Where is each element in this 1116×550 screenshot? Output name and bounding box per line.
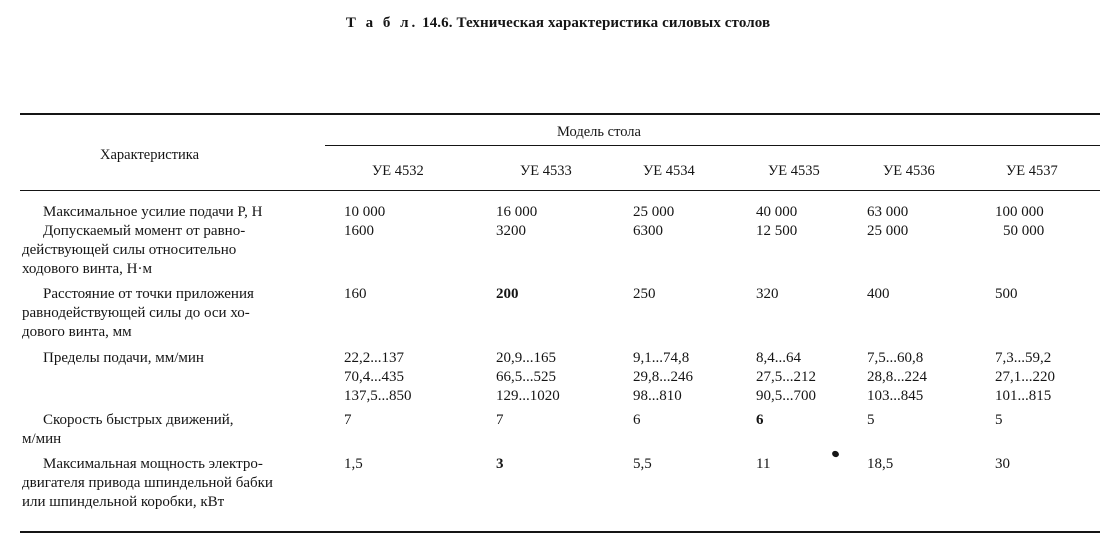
- header-model-4537: УЕ 4537: [1006, 163, 1058, 179]
- cell-max-force-4536: 63 000: [867, 204, 909, 220]
- cell-max-force-4535: 40 000: [756, 204, 798, 220]
- cell-feed-range-4533: 20,9...165 66,5...525 129...1020: [496, 350, 560, 404]
- cell-moment-4533: 3200: [496, 223, 526, 239]
- ink-blot: [831, 450, 840, 458]
- cell-feed-range-4537: 7,3...59,2 27,1...220 101...815: [995, 350, 1055, 404]
- cell-distance-4535: 320: [756, 286, 779, 302]
- header-model-4536: УЕ 4536: [883, 163, 935, 179]
- row-label-allowed-moment: Допускаемый момент от равно- действующей силы относительно ходового винта, Н·м: [22, 223, 246, 277]
- cell-distance-4533: 200: [496, 286, 519, 302]
- cell-rapid-4533: 7: [496, 412, 504, 428]
- cell-moment-4535: 12 500: [756, 223, 798, 239]
- cell-moment-4536: 25 000: [867, 223, 909, 239]
- header-characteristic: Характеристика: [100, 147, 200, 163]
- table-title-prefix: Т а б л.: [345, 15, 419, 31]
- header-group-rule: [325, 145, 1100, 146]
- cell-power-4536: 18,5: [867, 456, 894, 472]
- row-label-feed-range: Пределы подачи, мм/мин: [43, 350, 204, 366]
- cell-rapid-4536: 5: [867, 412, 875, 428]
- cell-max-force-4534: 25 000: [633, 204, 675, 220]
- cell-distance-4536: 400: [867, 286, 890, 302]
- row-label-distance: Расстояние от точки приложения равнодействующей силы до оси хо- дового винта, мм: [22, 286, 254, 340]
- header-model-4533: УЕ 4533: [520, 163, 572, 179]
- cell-rapid-4534: 6: [633, 412, 641, 428]
- row-label-max-feed-force: Максимальное усилие подачи P, Н: [43, 204, 263, 220]
- cell-power-4533: 3: [496, 456, 504, 472]
- cell-moment-4537: 50 000: [1003, 223, 1045, 239]
- header-bottom-rule: [20, 190, 1100, 191]
- row-label-motor-power: Максимальная мощность электро- двигателя привода шпиндельной бабки или шпиндельной коробки, кВт: [22, 456, 273, 510]
- cell-feed-range-4536: 7,5...60,8 28,8...224 103...845: [867, 350, 927, 404]
- cell-max-force-4537: 100 000: [995, 204, 1044, 220]
- cell-power-4535: 11: [756, 456, 771, 472]
- cell-feed-range-4535: 8,4...64 27,5...212 90,5...700: [756, 350, 816, 404]
- table-title-text: 14.6. Техническая характеристика силовых столов: [422, 15, 771, 31]
- cell-feed-range-4534: 9,1...74,8 29,8...246 98...810: [633, 350, 693, 404]
- table-bottom-rule: [20, 531, 1100, 533]
- table-top-rule: [20, 113, 1100, 115]
- cell-distance-4537: 500: [995, 286, 1018, 302]
- table-title: [0, 15, 1116, 32]
- cell-power-4537: 30: [995, 456, 1010, 472]
- cell-max-force-4532: 10 000: [344, 204, 386, 220]
- cell-distance-4532: 160: [344, 286, 367, 302]
- cell-moment-4534: 6300: [633, 223, 663, 239]
- cell-feed-range-4532: 22,2...137 70,4...435 137,5...850: [344, 350, 412, 404]
- cell-rapid-4535: 6: [756, 412, 764, 428]
- cell-power-4534: 5,5: [633, 456, 652, 472]
- header-model-4535: УЕ 4535: [768, 163, 820, 179]
- cell-rapid-4537: 5: [995, 412, 1003, 428]
- cell-max-force-4533: 16 000: [496, 204, 538, 220]
- header-model-group: Модель стола: [557, 124, 641, 140]
- header-model-4534: УЕ 4534: [643, 163, 695, 179]
- cell-power-4532: 1,5: [344, 456, 363, 472]
- header-model-4532: УЕ 4532: [372, 163, 424, 179]
- cell-distance-4534: 250: [633, 286, 656, 302]
- cell-rapid-4532: 7: [344, 412, 352, 428]
- cell-moment-4532: 1600: [344, 223, 374, 239]
- row-label-rapid-speed: Скорость быстрых движений, м/мин: [22, 412, 234, 447]
